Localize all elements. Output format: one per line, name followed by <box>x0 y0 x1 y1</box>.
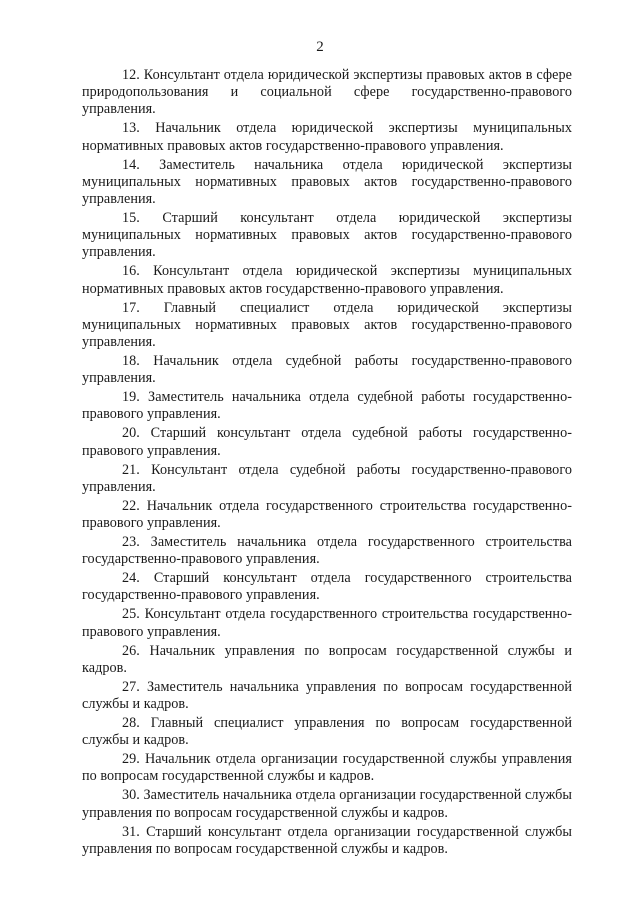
list-item: 29. Начальник отдела организации государственной службы управления по вопросам государственной службы и кадров. <box>82 751 572 785</box>
list-item: 19. Заместитель начальника отдела судебной работы государственно-правового управления. <box>82 389 572 423</box>
list-item: 22. Начальник отдела государственного строительства государственно-правового управления. <box>82 497 572 532</box>
list-item: 26. Начальник управления по вопросам государственной службы и кадров. <box>82 642 572 676</box>
list-item: 25. Консультант отдела государственного строительства государственно-правового управления. <box>82 606 572 640</box>
list-item: 27. Заместитель начальника управления по вопросам государственной службы и кадров. <box>82 678 572 713</box>
list-item: 12. Консультант отдела юридической экспертизы правовых актов в сфере природопользования и социальной сфере государственно-правового управления. <box>82 67 572 118</box>
list-item: 17. Главный специалист отдела юридической экспертизы муниципальных нормативных правовых актов государственно-правового управления. <box>82 299 572 351</box>
list-item: 30. Заместитель начальника отдела организации государственной службы управления по вопросам государственной службы и кадров. <box>82 787 572 821</box>
list-item: 15. Старший консультант отдела юридической экспертизы муниципальных нормативных правовых актов государственно-правового управления. <box>82 210 572 261</box>
list-item: 23. Заместитель начальника отдела государственного строительства государственно-правового управления. <box>82 534 572 568</box>
position-list <box>82 67 572 860</box>
list-item: 16. Консультант отдела юридической экспертизы муниципальных нормативных правовых актов государственно-правового управления. <box>82 263 572 297</box>
list-item: 31. Старший консультант отдела организации государственной службы управления по вопросам государственной службы и кадров. <box>82 823 572 857</box>
list-item: 18. Начальник отдела судебной работы государственно-правового управления. <box>82 353 572 387</box>
list-item: 13. Начальник отдела юридической экспертизы муниципальных нормативных правовых актов государственно-правового управления. <box>82 120 572 154</box>
list-item: 14. Заместитель начальника отдела юридической экспертизы муниципальных нормативных правовых актов государственно-правового управления. <box>82 156 572 208</box>
list-item: 28. Главный специалист управления по вопросам государственной службы и кадров. <box>82 715 572 749</box>
list-item: 21. Консультант отдела судебной работы государственно-правового управления. <box>82 461 572 495</box>
list-item: 24. Старший консультант отдела государственного строительства государственно-правового управления. <box>82 570 572 604</box>
page-number: 2 <box>316 39 324 55</box>
list-item: 20. Старший консультант отдела судебной работы государственно-правового управления. <box>82 425 572 459</box>
